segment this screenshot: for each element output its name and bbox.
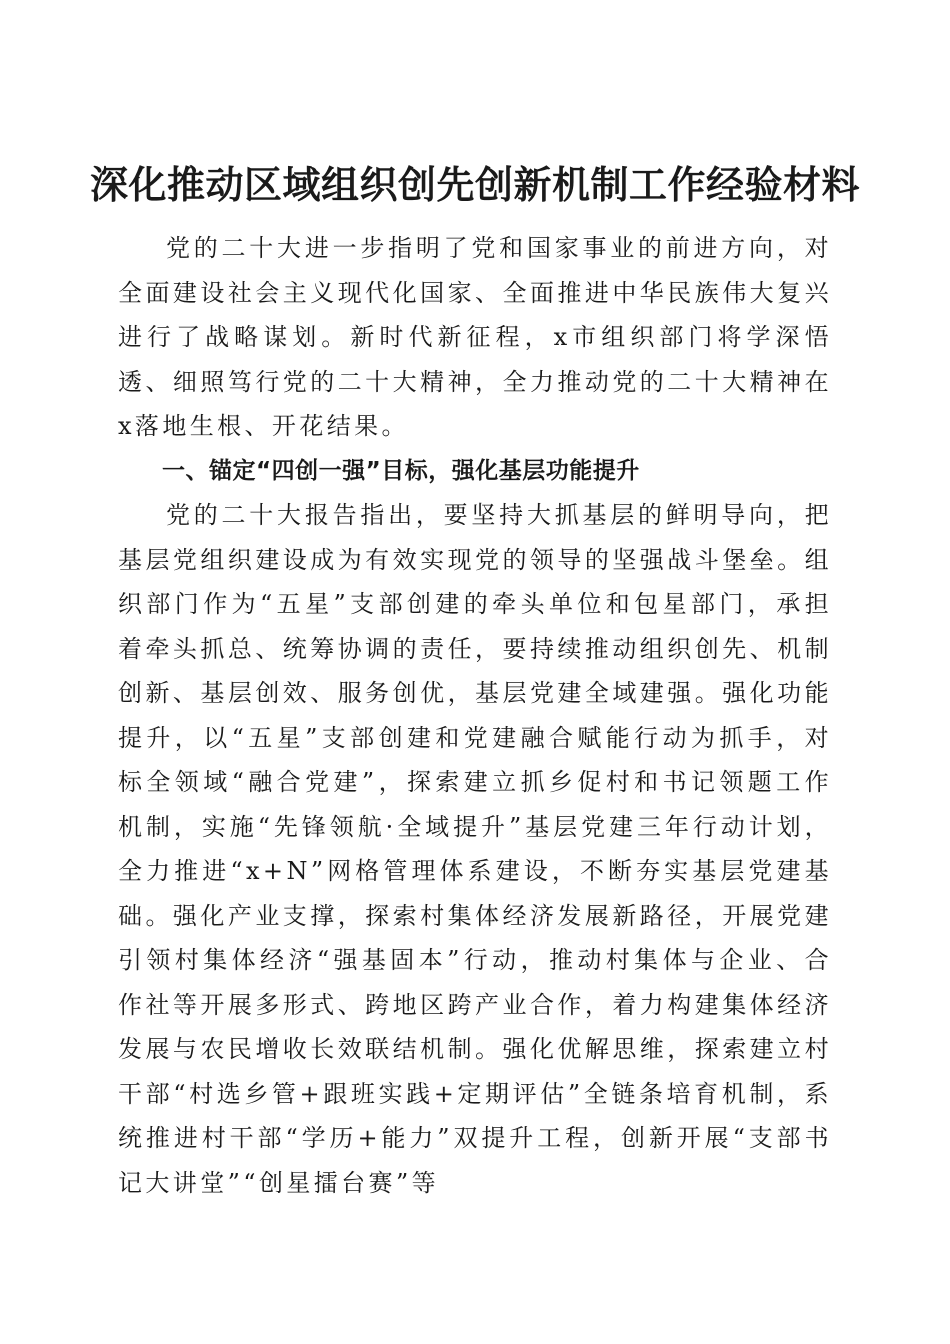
document-body xyxy=(118,226,832,1205)
section-heading: 一、锚定“四创一强”目标，强化基层功能提升 xyxy=(162,457,640,484)
section-paragraph: 党的二十大报告指出，要坚持大抓基层的鲜明导向，把基层党组织建设成为有效实现党的领导的坚强战斗堡垒。组织部门作为“五星”支部创建的牵头单位和包星部门，承担着牵头抓总、统筹协调的责任，要持续推动组织创先、机制创新、基层创效、服务创优，基层党建全域建强。强化功能提升，以“五星”支部创建和党建融合赋能行动为抓手，对标全领域“融合党建”，探索建立抓乡促村和书记领题工作机制，实施“先锋领航·全域提升”基层党建三年行动计划，全力推进“x+N”网格管理体系建设，不断夯实基层党建基础。强化产业支撑，探索村集体经济发展新路径，开展党建引领村集体经济“强基固本”行动，推动村集体与企业、合作社等开展多形式、跨地区跨产业合作，着力构建集体经济发展与农民增收长效联结机制。强化优解思维，探索建立村干部“村选乡管+跟班实践+定期评估”全链条培育机制，系统推进村干部“学历+能力”双提升工程，创新开展“支部书记大讲堂”“创星擂台赛”等 xyxy=(118,501,832,1197)
intro-paragraph: 党的二十大进一步指明了党和国家事业的前进方向，对全面建设社会主义现代化国家、全面推进中华民族伟大复兴进行了战略谋划。新时代新征程，x市组织部门将学深悟透、细照笃行党的二十大精神，全力推动党的二十大精神在x落地生根、开花结果。 xyxy=(118,234,832,440)
document-title: 深化推动区域组织创先创新机制工作经验材料 xyxy=(89,162,860,208)
